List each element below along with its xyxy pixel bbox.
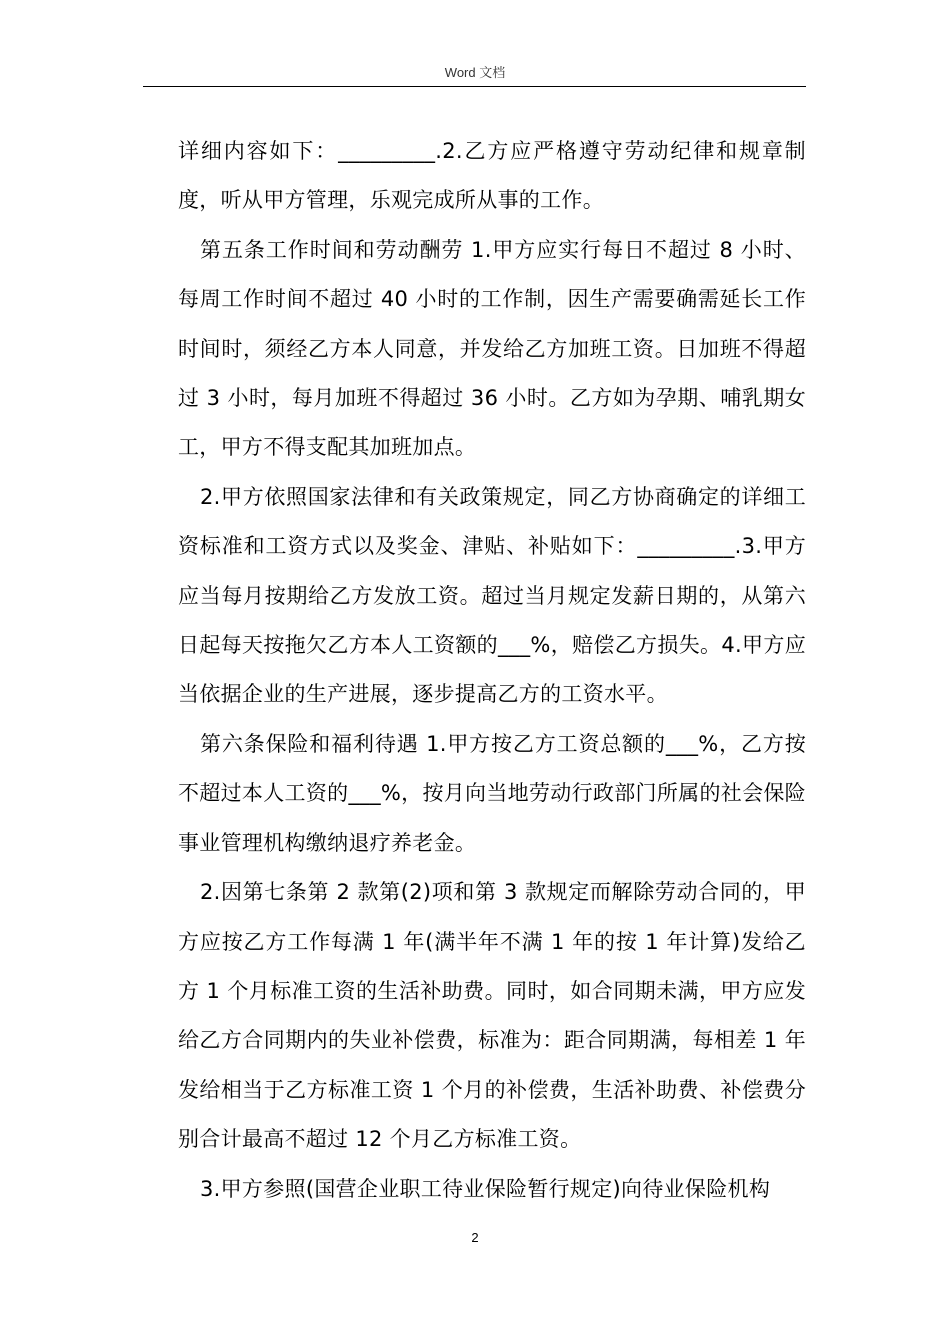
- paragraph-3: 2.甲方依照国家法律和有关政策规定，同乙方协商确定的详细工资标准和工资方式以及奖金、津贴、补贴如下：_________.3.甲方应当每月按期给乙方发放工资。超过当月规定发薪日期的，从第六日起每天按拖欠乙方本人工资额的___%，赔偿乙方损失。4.甲方应当依据企业的生产进展，逐步提高乙方的工资水平。: [178, 484, 806, 707]
- page-header: Word 文档: [444, 65, 506, 80]
- paragraph-4: 第六条保险和福利待遇 1.甲方按乙方工资总额的___%，乙方按不超过本人工资的___%，按月向当地劳动行政部门所属的社会保险事业管理机构缴纳退疗养老金。: [178, 731, 806, 855]
- paragraph-5: 2.因第七条第 2 款第(2)项和第 3 款规定而解除劳动合同的，甲方应按乙方工作每满 1 年(满半年不满 1 年的按 1 年计算)发给乙方 1 个月标准工资的生活补助费。同时，如合同期未满，甲方应发给乙方合同期内的失业补偿费，标准为：距合同期满，每相差 1 年发给相当于乙方标准工资 1 个月的补偿费，生活补助费、补偿费分别合计最高不超过 12 个月乙方标准工资。: [178, 880, 806, 1152]
- paragraph-1: 详细内容如下：_________.2.乙方应严格遵守劳动纪律和规章制度，听从甲方管理，乐观完成所从事的工作。: [178, 139, 806, 213]
- paragraph-2: 第五条工作时间和劳动酬劳 1.甲方应实行每日不超过 8 小时、每周工作时间不超过 40 小时的工作制，因生产需要确需延长工作时间时，须经乙方本人同意，并发给乙方加班工资。日加班不得超过 3 小时，每月加班不得超过 36 小时。乙方如为孕期、哺乳期女工，甲方不得支配其加班加点。: [178, 237, 806, 460]
- header-divider: [143, 86, 806, 87]
- page-number: 2: [471, 1230, 479, 1245]
- document-body: [178, 127, 806, 1214]
- paragraph-6: 3.甲方参照(国营企业职工待业保险暂行规定)向待业保险机构: [200, 1176, 771, 1201]
